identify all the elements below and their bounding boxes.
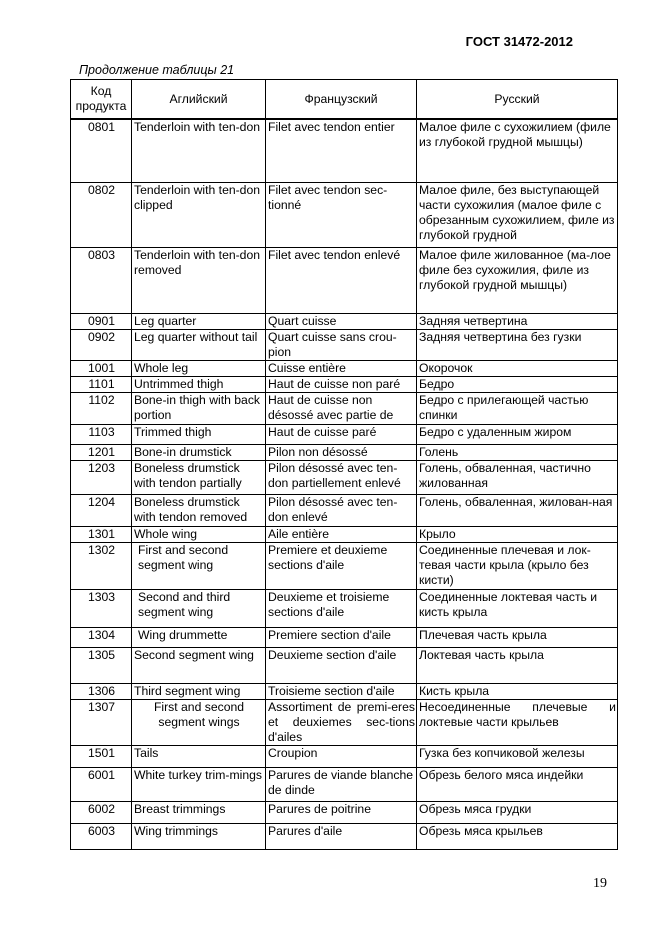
cell-english: Whole wing — [132, 526, 266, 542]
cell-french: Aile entière — [266, 526, 417, 542]
table-row — [71, 683, 618, 699]
table-row — [71, 247, 618, 313]
cell-french: Filet avec tendon enlevé — [266, 247, 417, 313]
table-header-row — [71, 80, 618, 120]
cell-english: Tenderloin with ten-don clipped — [132, 182, 266, 247]
cell-code: 6001 — [71, 767, 132, 801]
cell-french: Cuisse entière — [266, 360, 417, 376]
cell-russian: Бедро с прилегающей частью спинки — [417, 392, 618, 424]
cell-french: Haut de cuisse paré — [266, 424, 417, 444]
cell-english: Wing drummette — [132, 627, 266, 647]
cell-code: 1102 — [71, 392, 132, 424]
cell-english: Bone-in thigh with back portion — [132, 392, 266, 424]
cell-code: 1302 — [71, 542, 132, 589]
standard-number: ГОСТ 31472-2012 — [465, 34, 573, 49]
cell-code: 0902 — [71, 329, 132, 360]
cell-code: 1103 — [71, 424, 132, 444]
table-row — [71, 182, 618, 247]
cell-french: Quart cuisse — [266, 313, 417, 329]
cell-french: Haut de cuisse non désossé avec partie de — [266, 392, 417, 424]
cell-russian: Задняя четвертина — [417, 313, 618, 329]
cell-english: Leg quarter without tail — [132, 329, 266, 360]
header-english: Аглийский — [132, 80, 266, 120]
cell-russian: Обрезь мяса крыльев — [417, 823, 618, 849]
cell-english: Second and third segment wing — [132, 589, 266, 627]
table-row — [71, 627, 618, 647]
cell-english: First and second segment wings — [132, 699, 266, 745]
cell-french: Premiere section d'aile — [266, 627, 417, 647]
cell-french: Parures de poitrine — [266, 801, 417, 823]
cell-english: Boneless drumstick with tendon partially — [132, 460, 266, 494]
cell-russian: Плечевая часть крыла — [417, 627, 618, 647]
cell-russian: Задняя четвертина без гузки — [417, 329, 618, 360]
cell-french: Deuxieme et troisieme sections d'aile — [266, 589, 417, 627]
cell-russian: Малое филе жилованное (ма-лое филе без сухожилия, филе из глубокой грудной мышцы) — [417, 247, 618, 313]
cell-russian: Голень, обваленная, частично жилованная — [417, 460, 618, 494]
cell-english: First and second segment wing — [132, 542, 266, 589]
cell-russian: Обрезь белого мяса индейки — [417, 767, 618, 801]
table-caption: Продолжение таблицы 21 — [79, 63, 235, 77]
header-code: Код продукта — [71, 80, 132, 120]
page-number: 19 — [593, 876, 607, 891]
cell-russian: Соединенные плечевая и лок-тевая части крыла (крыло без кисти) — [417, 542, 618, 589]
cell-code: 1306 — [71, 683, 132, 699]
cell-french: Parures d'aile — [266, 823, 417, 849]
cell-russian: Малое филе, без выступающей части сухожилия (малое филе с обрезанным сухожилием, филе из глубокой грудной — [417, 182, 618, 247]
cell-code: 1303 — [71, 589, 132, 627]
table-row — [71, 444, 618, 460]
cell-french: Premiere et deuxieme sections d'aile — [266, 542, 417, 589]
cell-russian: Кисть крыла — [417, 683, 618, 699]
cell-french: Pilon désossé avec ten-don partiellement enlevé — [266, 460, 417, 494]
cell-russian: Крыло — [417, 526, 618, 542]
cell-french: Troisieme section d'aile — [266, 683, 417, 699]
cell-english: Untrimmed thigh — [132, 376, 266, 392]
cell-english: Tenderloin with ten-don — [132, 119, 266, 182]
cell-code: 0802 — [71, 182, 132, 247]
cell-english: Wing trimmings — [132, 823, 266, 849]
terms-table — [70, 79, 618, 850]
cell-french: Assortiment de premi-eres et deuxiemes sec-tions d'ailes — [266, 699, 417, 745]
cell-russian: Бедро — [417, 376, 618, 392]
table-row — [71, 801, 618, 823]
cell-russian: Бедро с удаленным жиром — [417, 424, 618, 444]
table-row — [71, 424, 618, 444]
cell-code: 1204 — [71, 494, 132, 526]
cell-russian: Несоединенные плечевые и локтевые части крыльев — [417, 699, 618, 745]
cell-french: Croupion — [266, 745, 417, 767]
cell-french: Pilon désossé avec ten-don enlevé — [266, 494, 417, 526]
cell-russian: Соединенные локтевая часть и кисть крыла — [417, 589, 618, 627]
cell-code: 1301 — [71, 526, 132, 542]
cell-french: Parures de viande blanche de dinde — [266, 767, 417, 801]
table-row — [71, 647, 618, 683]
header-french: Французский — [266, 80, 417, 120]
cell-english: White turkey trim-mings — [132, 767, 266, 801]
cell-code: 1001 — [71, 360, 132, 376]
cell-english: Boneless drumstick with tendon removed — [132, 494, 266, 526]
table-row — [71, 313, 618, 329]
table-row — [71, 329, 618, 360]
table-row — [71, 460, 618, 494]
cell-russian: Голень — [417, 444, 618, 460]
cell-code: 1101 — [71, 376, 132, 392]
cell-russian: Обрезь мяса грудки — [417, 801, 618, 823]
table-row — [71, 119, 618, 182]
cell-code: 6002 — [71, 801, 132, 823]
cell-code: 0801 — [71, 119, 132, 182]
cell-code: 0901 — [71, 313, 132, 329]
table-row — [71, 823, 618, 849]
cell-english: Bone-in drumstick — [132, 444, 266, 460]
cell-code: 1307 — [71, 699, 132, 745]
table-row — [71, 494, 618, 526]
cell-french: Haut de cuisse non paré — [266, 376, 417, 392]
cell-code: 1501 — [71, 745, 132, 767]
cell-french: Quart cuisse sans crou-pion — [266, 329, 417, 360]
cell-russian: Малое филе с сухожилием (филе из глубокой грудной мышцы) — [417, 119, 618, 182]
header-russian: Русский — [417, 80, 618, 120]
cell-english: Whole leg — [132, 360, 266, 376]
cell-french: Pilon non désossé — [266, 444, 417, 460]
table-row — [71, 699, 618, 745]
cell-russian: Гузка без копчиковой железы — [417, 745, 618, 767]
table-row — [71, 360, 618, 376]
cell-french: Filet avec tendon entier — [266, 119, 417, 182]
table-row — [71, 767, 618, 801]
cell-english: Tenderloin with ten-don removed — [132, 247, 266, 313]
cell-english: Leg quarter — [132, 313, 266, 329]
table-row — [71, 392, 618, 424]
table-row — [71, 745, 618, 767]
table-row — [71, 376, 618, 392]
cell-english: Third segment wing — [132, 683, 266, 699]
cell-code: 0803 — [71, 247, 132, 313]
table-row — [71, 542, 618, 589]
cell-russian: Локтевая часть крыла — [417, 647, 618, 683]
cell-russian: Голень, обваленная, жилован-ная — [417, 494, 618, 526]
table-row — [71, 589, 618, 627]
cell-code: 1304 — [71, 627, 132, 647]
cell-code: 1305 — [71, 647, 132, 683]
cell-code: 1203 — [71, 460, 132, 494]
cell-russian: Окорочок — [417, 360, 618, 376]
cell-french: Filet avec tendon sec-tionné — [266, 182, 417, 247]
cell-english: Second segment wing — [132, 647, 266, 683]
cell-english: Breast trimmings — [132, 801, 266, 823]
cell-code: 6003 — [71, 823, 132, 849]
table-row — [71, 526, 618, 542]
cell-code: 1201 — [71, 444, 132, 460]
cell-english: Trimmed thigh — [132, 424, 266, 444]
cell-english: Tails — [132, 745, 266, 767]
cell-french: Deuxieme section d'aile — [266, 647, 417, 683]
